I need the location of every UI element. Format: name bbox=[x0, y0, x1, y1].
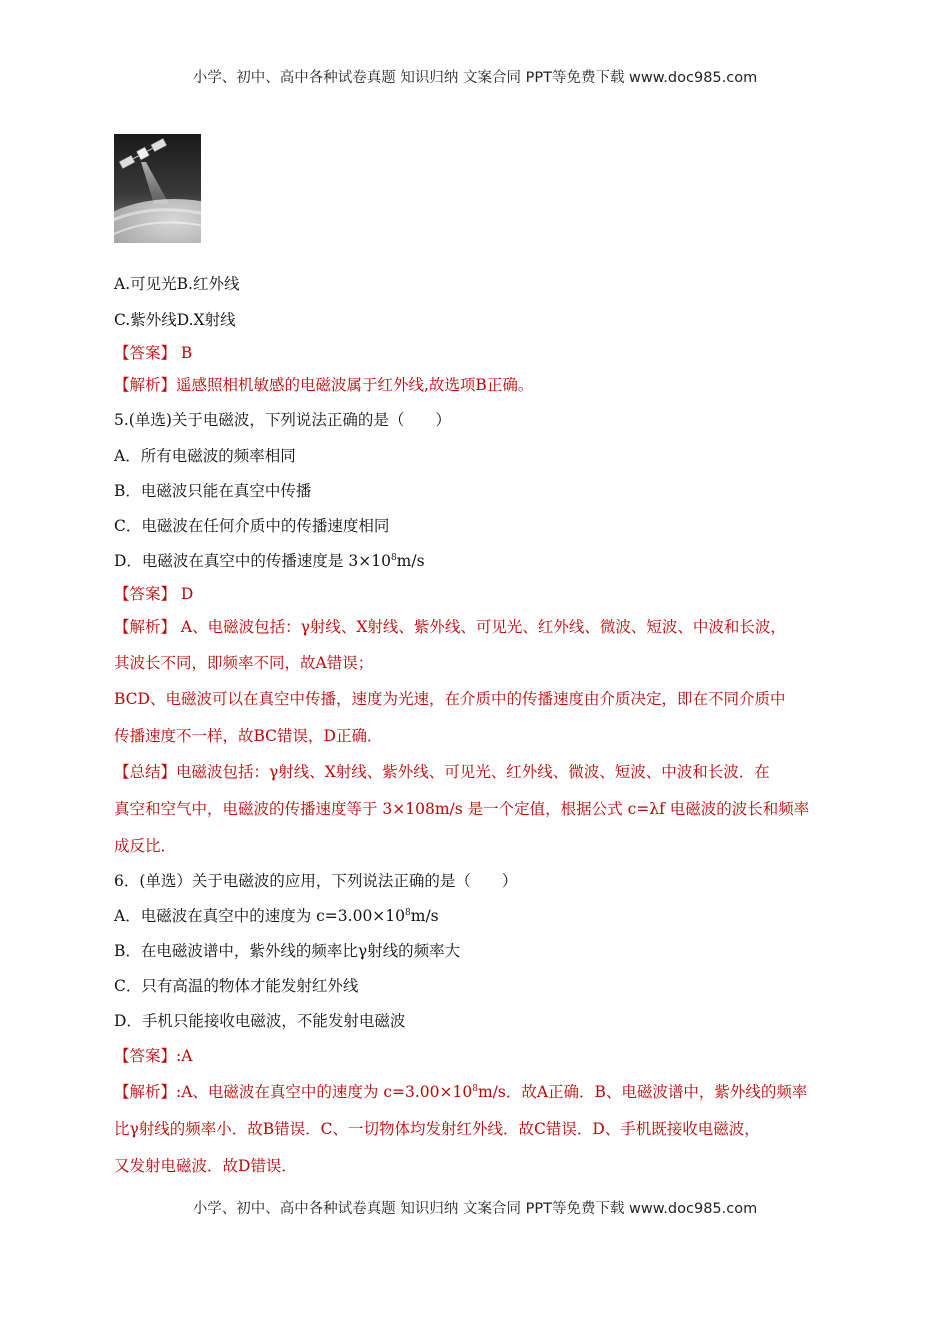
q5-option-d-exponent: 8 bbox=[390, 553, 397, 563]
q6-analysis-line2: 比γ射线的频率小．故B错误．C、一切物体均发射红外线．故C错误．D、手机既接收电磁波， bbox=[114, 1120, 760, 1138]
q5-summary-line3: 成反比． bbox=[114, 837, 177, 855]
q5-answer: 【答案】 D bbox=[114, 585, 194, 603]
q5-stem: 5.(单选)关于电磁波，下列说法正确的是（ ） bbox=[114, 411, 451, 429]
page-header: 小学、初中、高中各种试卷真题 知识归纳 文案合同 PPT等免费下载 www.doc985.com bbox=[192, 70, 758, 86]
q6-option-d: D．手机只能接收电磁波，不能发射电磁波 bbox=[114, 1012, 406, 1030]
q5-option-a: A．所有电磁波的频率相同 bbox=[114, 447, 296, 465]
q5-analysis-line4: 传播速度不一样，故BC错误，D正确． bbox=[114, 727, 383, 745]
q6-option-b: B．在电磁波谱中，紫外线的频率比γ射线的频率大 bbox=[114, 942, 461, 960]
q4-options-ab: A.可见光B.红外线 bbox=[114, 275, 240, 293]
q4-analysis: 【解析】遥感照相机敏感的电磁波属于红外线,故选项B正确。 bbox=[114, 376, 534, 394]
q5-summary-line2: 真空和空气中，电磁波的传播速度等于 3×108m/s 是一个定值，根据公式 c=λf 电磁波的波长和频率 bbox=[114, 800, 810, 818]
q6-option-a bbox=[114, 904, 439, 926]
q6-answer: 【答案】:A bbox=[114, 1047, 193, 1065]
q6-analysis-line3: 又发射电磁波．故D错误． bbox=[114, 1157, 297, 1175]
page-footer: 小学、初中、高中各种试卷真题 知识归纳 文案合同 PPT等免费下载 www.doc985.com bbox=[192, 1201, 758, 1217]
q6-option-a-text: A．电磁波在真空中的速度为 c=3.00×10 bbox=[114, 907, 406, 925]
q5-option-d bbox=[114, 549, 425, 571]
q5-option-d-unit: m/s bbox=[396, 552, 425, 570]
q6-option-a-unit: m/s bbox=[410, 907, 439, 925]
q6-option-c: C．只有高温的物体才能发射红外线 bbox=[114, 977, 359, 995]
q4-answer: 【答案】 B bbox=[114, 344, 193, 362]
q6-analysis-line1-text: 【解析】:A、电磁波在真空中的速度为 c=3.00×10 bbox=[114, 1083, 473, 1101]
q6-stem: 6．(单选）关于电磁波的应用，下列说法正确的是（ ） bbox=[114, 872, 518, 890]
satellite-earth-image bbox=[114, 134, 201, 243]
q5-option-b: B．电磁波只能在真空中传播 bbox=[114, 482, 312, 500]
q5-option-d-text: D．电磁波在真空中的传播速度是 3×10 bbox=[114, 552, 391, 570]
q5-option-c: C．电磁波在任何介质中的传播速度相同 bbox=[114, 517, 390, 535]
q5-analysis-line3: BCD、电磁波可以在真空中传播，速度为光速，在介质中的传播速度由介质决定，即在不同介质中 bbox=[114, 690, 786, 708]
q5-analysis-line2: 其波长不同，即频率不同，故A错误； bbox=[114, 654, 374, 672]
q5-analysis-line1: 【解析】 A、电磁波包括：γ射线、X射线、紫外线、可见光、红外线、微波、短波、中波和长波， bbox=[114, 618, 786, 636]
q6-analysis-exponent: 8 bbox=[472, 1084, 478, 1094]
q6-option-a-exponent: 8 bbox=[405, 908, 411, 918]
q5-summary-line1: 【总结】电磁波包括：γ射线、X射线、紫外线、可见光、红外线、微波、短波、中波和长波．在 bbox=[114, 763, 770, 781]
q4-options-cd: C.紫外线D.X射线 bbox=[114, 311, 236, 329]
q6-analysis-line1 bbox=[114, 1080, 807, 1102]
q6-analysis-line1-rest: m/s．故A正确．B、电磁波谱中，紫外线的频率 bbox=[477, 1083, 808, 1101]
